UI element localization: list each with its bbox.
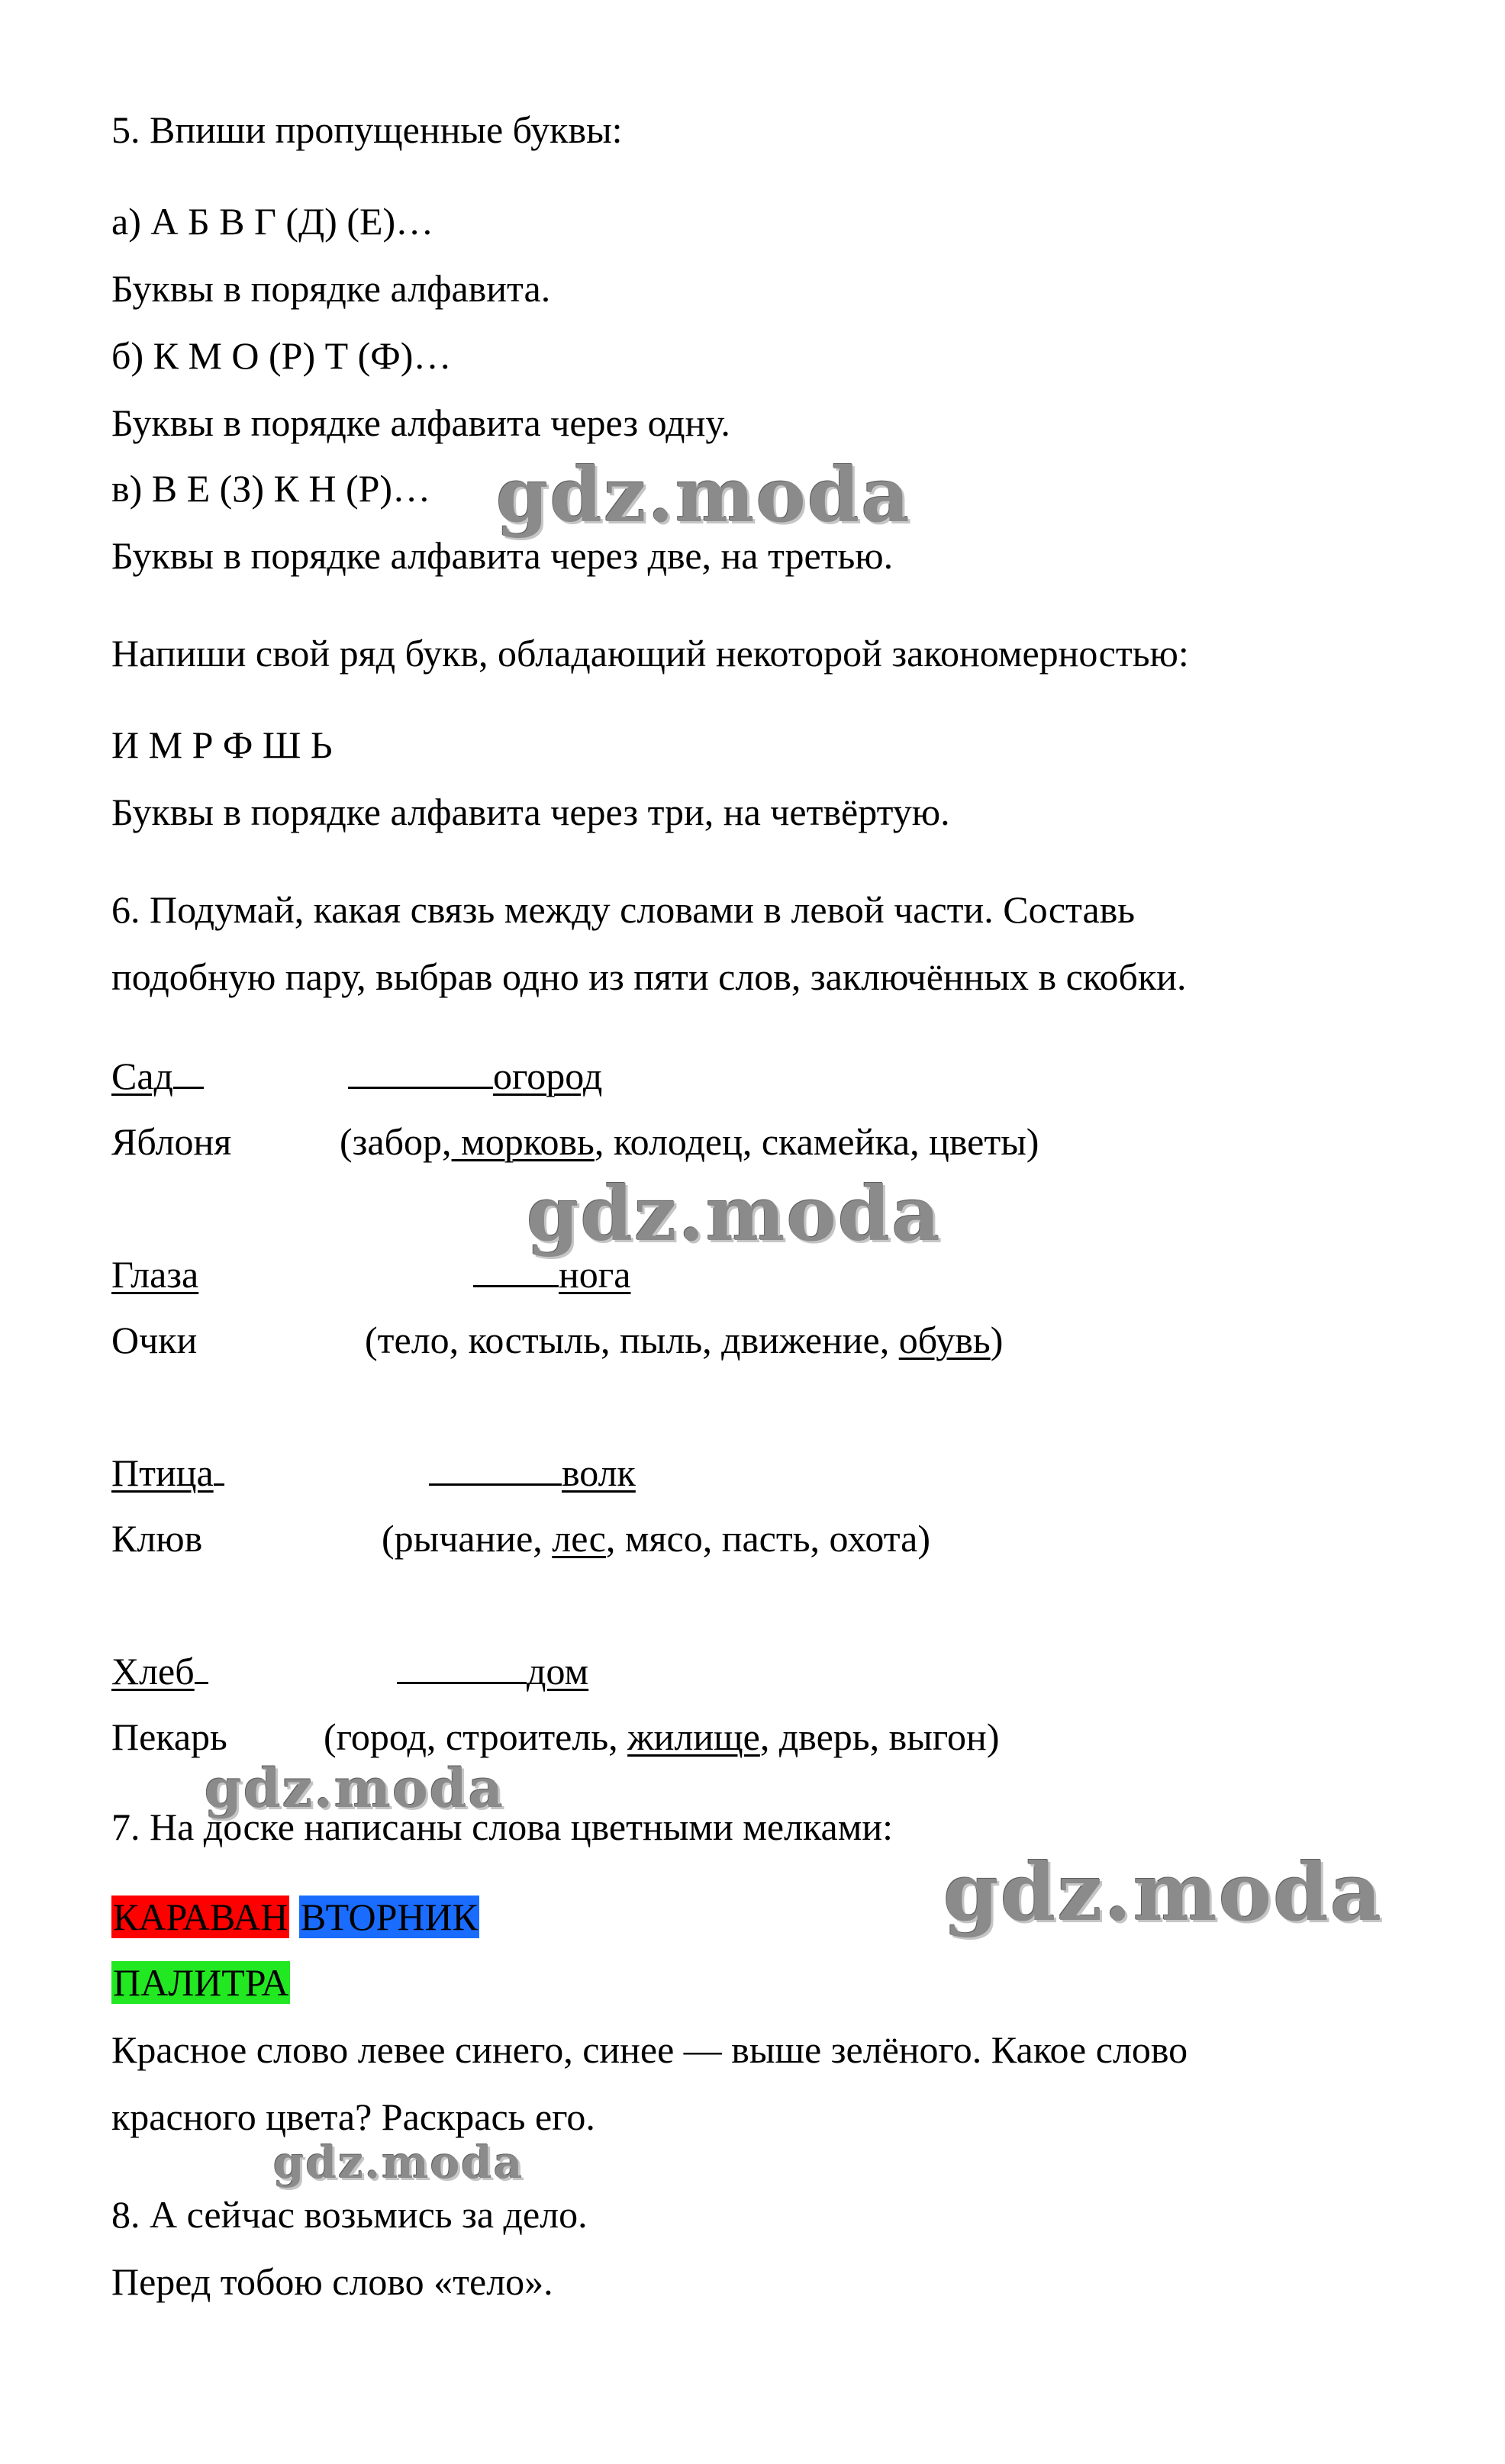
task5-heading: 5. Впиши пропущенные буквы:	[111, 108, 623, 151]
underline-blank	[214, 1450, 224, 1486]
answer-blank	[348, 1053, 493, 1089]
options-start: (забор,	[340, 1120, 452, 1163]
task5-series-a: а) А Б В Г (Д) (Е)…	[111, 200, 434, 243]
pair-target-word: дом	[527, 1650, 589, 1693]
task7-text-line1: Красное слово левее синего, синее — выше зелёного. Какое слово	[111, 2028, 1188, 2071]
answer-blank	[429, 1450, 562, 1486]
pair-top-row	[111, 1648, 208, 1694]
watermark-logo: gdz.moda	[205, 1757, 505, 1820]
pair-left-word: Глаза	[111, 1253, 199, 1296]
colored-words-row-2	[111, 1960, 290, 2005]
options-start: (город, строитель,	[324, 1715, 628, 1758]
task7-heading: 7. На доске написаны слова цветными мелками:	[111, 1805, 894, 1848]
colored-words-row	[111, 1894, 479, 1940]
pair-target-row	[473, 1251, 630, 1297]
options-end: )	[990, 1319, 1004, 1361]
pair-bottom-word: Пекарь	[111, 1715, 227, 1758]
green-word: ПАЛИТРА	[113, 1961, 289, 2004]
pair-target-word: огород	[493, 1055, 603, 1097]
task5-own-prompt: Напиши свой ряд букв, обладающий некоторой закономерностью:	[111, 632, 1189, 675]
watermark-logo: gdz.moda	[943, 1845, 1384, 1939]
task8-text: Перед тобою слово «тело».	[111, 2260, 553, 2303]
watermark-logo: gdz.moda	[273, 2137, 524, 2189]
options-start: (тело, костыль, пыль, движение,	[365, 1319, 899, 1361]
answer-blank	[397, 1648, 527, 1684]
pair-options	[324, 1714, 999, 1760]
task5-series-c: в) В Е (З) К Н (Р)…	[111, 467, 431, 510]
blue-word: ВТОРНИК	[300, 1896, 478, 1938]
pair-options	[382, 1515, 930, 1561]
pair-top-row	[111, 1053, 204, 1099]
pair-top-row	[111, 1251, 198, 1297]
pair-target-word: волк	[562, 1451, 636, 1494]
correct-option: лес	[552, 1517, 606, 1560]
pair-target-row	[397, 1648, 588, 1694]
pair-bottom-word: Яблоня	[111, 1120, 232, 1163]
task5-own-note: Буквы в порядке алфавита через три, на четвёртую.	[111, 791, 950, 833]
task5-note-b: Буквы в порядке алфавита через одну.	[111, 401, 730, 444]
task5-own-series: И М Р Ф Ш Ь	[111, 723, 333, 766]
watermark-logo: gdz.moda	[527, 1171, 942, 1258]
task8-heading: 8. А сейчас возьмись за дело.	[111, 2193, 588, 2236]
pair-options	[365, 1317, 1003, 1363]
pair-target-row	[429, 1450, 636, 1496]
task5-note-c: Буквы в порядке алфавита через две, на третью.	[111, 534, 894, 577]
task6-heading-line2: подобную пару, выбрав одно из пяти слов, заключённых в скобки.	[111, 955, 1187, 998]
pair-top-row	[111, 1450, 224, 1496]
correct-option: морковь	[451, 1120, 595, 1163]
pair-options	[340, 1119, 1039, 1164]
correct-option: жилище	[627, 1715, 760, 1758]
underline-blank	[195, 1648, 208, 1684]
pair-target-word: нога	[559, 1253, 631, 1296]
options-end: , колодец, скамейка, цветы)	[594, 1120, 1039, 1163]
pair-left-word: Хлеб	[111, 1650, 195, 1693]
options-end: , мясо, пасть, охота)	[605, 1517, 931, 1560]
red-word: КАРАВАН	[113, 1896, 288, 1938]
pair-left-word: Сад	[111, 1055, 173, 1097]
task6-heading-line1: 6. Подумай, какая связь между словами в левой части. Составь	[111, 888, 1136, 931]
correct-option: обувь	[898, 1319, 991, 1361]
options-end: , дверь, выгон)	[759, 1715, 1000, 1758]
pair-bottom-word: Клюв	[111, 1517, 203, 1560]
underline-blank	[173, 1053, 204, 1089]
task5-series-b: б) К М О (Р) Т (Ф)…	[111, 334, 452, 377]
pair-target-row	[348, 1053, 602, 1099]
pair-left-word: Птица	[111, 1451, 214, 1494]
task5-note-a: Буквы в порядке алфавита.	[111, 267, 551, 310]
options-start: (рычание,	[382, 1517, 553, 1560]
pair-bottom-word: Очки	[111, 1319, 198, 1361]
watermark-logo: gdz.moda	[496, 452, 911, 540]
task7-text-line2: красного цвета? Раскрась его.	[111, 2095, 595, 2138]
